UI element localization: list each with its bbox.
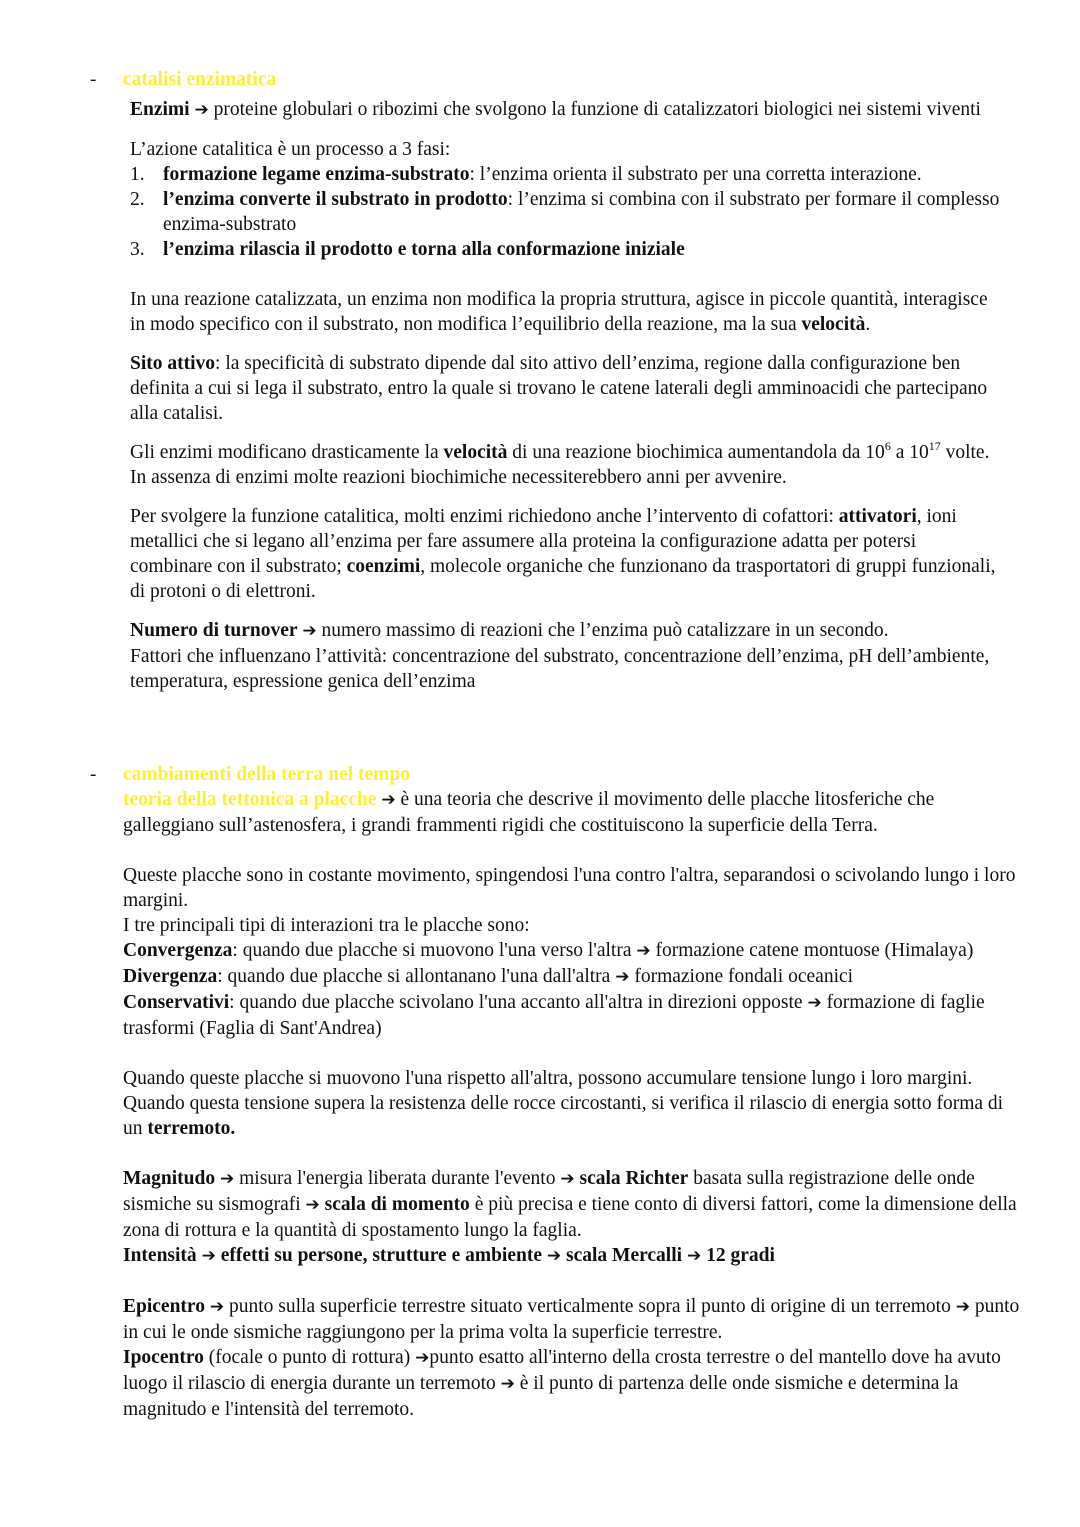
paragraph-tettonica: teoria della tettonica a placche ➔ è una teoria che descrive il movimento delle placche litosferiche che galleggiano sull’astenosfera, i grandi frammenti rigidi che costituiscono la superficie della Terra.: [123, 789, 935, 836]
arrow-icon: ➔: [686, 1246, 702, 1266]
arrow-icon: ➔: [415, 1348, 430, 1368]
paragraph-intensita: Intensità ➔ effetti su persone, strutture e ambiente ➔ scala Mercalli ➔ 12 gradi: [123, 1245, 775, 1266]
paragraph-epicentro: Epicentro ➔ punto sulla superficie terrestre situato verticalmente sopra il punto di origine di un terremoto ➔ punto in cui le onde sismiche raggiungono per la prima volta la superficie terrestre.: [123, 1296, 1020, 1343]
arrow-icon: ➔: [305, 1195, 320, 1215]
arrow-icon: ➔: [302, 621, 317, 641]
term-sito-attivo: Sito attivo: [130, 353, 216, 374]
paragraph-fattori: Fattori che influenzano l’attività: concentrazione del substrato, concentrazione dell’enzima, pH dell’ambiente, temperatura, espressione genica dell’enzima: [130, 646, 990, 692]
list-item: 1. formazione legame enzima-substrato: l’enzima orienta il substrato per una corretta interazione.: [130, 164, 922, 185]
heading-terra: cambiamenti della terra nel tempo: [123, 764, 411, 785]
paragraph-sito-attivo: Sito attivo: la specificità di substrato dipende dal sito attivo dell’enzima, regione dalla configurazione ben definita a cui si lega il substrato, entro la quale si trovano le catene laterali degli amminoacidi che partecipano alla catalisi.: [130, 353, 988, 424]
section-terra: [123, 762, 1023, 1422]
arrow-icon: ➔: [636, 941, 651, 961]
arrow-icon: ➔: [381, 790, 396, 810]
paragraph-enzimi: Enzimi ➔ proteine globulari o ribozimi che svolgono la funzione di catalizzatori biologici nei sistemi viventi: [130, 99, 981, 120]
term-tettonica: teoria della tettonica a placche: [123, 789, 377, 810]
bullet-dash: -: [90, 69, 97, 90]
paragraph-ipocentro: Ipocentro (focale o punto di rottura) ➔punto esatto all'interno della crosta terrestre o del mantello dove ha avuto luogo il rilascio di energia durante un terremoto ➔ è il punto di partenza delle onde sismiche e determina la magnitudo e l'intensità del terremoto.: [123, 1347, 1001, 1420]
paragraph-fasi-intro: L’azione catalitica è un processo a 3 fasi:: [130, 139, 451, 160]
list-item: 2. l’enzima converte il substrato in prodotto: l’enzima si combina con il substrato per formare il complesso enzima-substrato: [130, 189, 1000, 235]
section-catalisi: [130, 97, 1000, 694]
section-title-catalisi: [123, 67, 1023, 92]
arrow-icon: ➔: [615, 967, 630, 987]
paragraph-conservativi: Conservativi: quando due placche scivolano l'una accanto all'altra in direzioni opposte ➔ formazione di faglie trasformi (Faglia di Sant'Andrea): [123, 992, 985, 1039]
paragraph-magnitudo: Magnitudo ➔ misura l'energia liberata durante l'evento ➔ scala Richter basata sulla registrazione delle onde sismiche su sismografi ➔ scala di momento è più precisa e tiene conto di diversi fattori, come la dimensione della zona di rottura e la quantità di spostamento lungo la faglia.: [123, 1168, 1017, 1241]
arrow-icon: ➔: [560, 1169, 575, 1189]
arrow-icon: ➔: [807, 993, 822, 1013]
heading-catalisi: catalisi enzimatica: [123, 69, 277, 90]
paragraph-divergenza: Divergenza: quando due placche si allontanano l'una dall'altra ➔ formazione fondali oceanici: [123, 966, 854, 987]
paragraph-cofattori: Per svolgere la funzione catalitica, molti enzimi richiedono anche l’intervento di cofattori: attivatori, ioni metallici che si legano all’enzima per fare assumere alla proteina la configurazione adatta per potersi combinare con il substrato; coenzimi, molecole organiche che funzionano da trasportatori di gruppi funzionali, di protoni o di elettroni.: [130, 506, 996, 602]
steps-list: [130, 162, 1000, 262]
paragraph-tensione: Quando queste placche si muovono l'una rispetto all'altra, possono accumulare tensione lungo i loro margini. Quando questa tensione supera la resistenza delle rocce circostanti, si verifica il rilascio di energia sotto forma di un terremoto.: [123, 1068, 1004, 1139]
list-item: 3. l’enzima rilascia il prodotto e torna alla conformazione iniziale: [130, 239, 685, 260]
bullet-dash: -: [90, 764, 97, 785]
paragraph-velocita: Gli enzimi modificano drasticamente la velocità di una reazione biochimica aumentandola da $10^6$ a $10^{17}$ volte. In assenza di enzimi molte reazioni biochimiche necessiterebbero anni per avvenire.: [130, 438, 990, 488]
arrow-icon: ➔: [194, 100, 209, 120]
paragraph-convergenza: Convergenza: quando due placche si muovono l'una verso l'altra ➔ formazione catene montuose (Himalaya): [123, 940, 974, 961]
arrow-icon: ➔: [955, 1297, 970, 1317]
paragraph-reazione: In una reazione catalizzata, un enzima non modifica la propria struttura, agisce in piccole quantità, interagisce in modo specifico con il substrato, non modifica l’equilibrio della reazione, ma la sua velocità.: [130, 289, 988, 335]
paragraph-tipi-intro: I tre principali tipi di interazioni tra le placche sono:: [123, 915, 530, 936]
arrow-icon: ➔: [500, 1374, 515, 1394]
term-enzimi: Enzimi: [130, 99, 190, 120]
arrow-icon: ➔: [209, 1297, 225, 1317]
arrow-icon: ➔: [201, 1246, 216, 1266]
term-turnover: Numero di turnover: [130, 620, 298, 641]
arrow-icon: ➔: [219, 1169, 235, 1189]
arrow-icon: ➔: [546, 1246, 562, 1266]
paragraph-movimento: Queste placche sono in costante movimento, spingendosi l'una contro l'altra, separandosi o scivolando lungo i loro margini.: [123, 865, 1016, 911]
paragraph-turnover: Numero di turnover ➔ numero massimo di reazioni che l’enzima può catalizzare in un secondo.: [130, 620, 889, 641]
